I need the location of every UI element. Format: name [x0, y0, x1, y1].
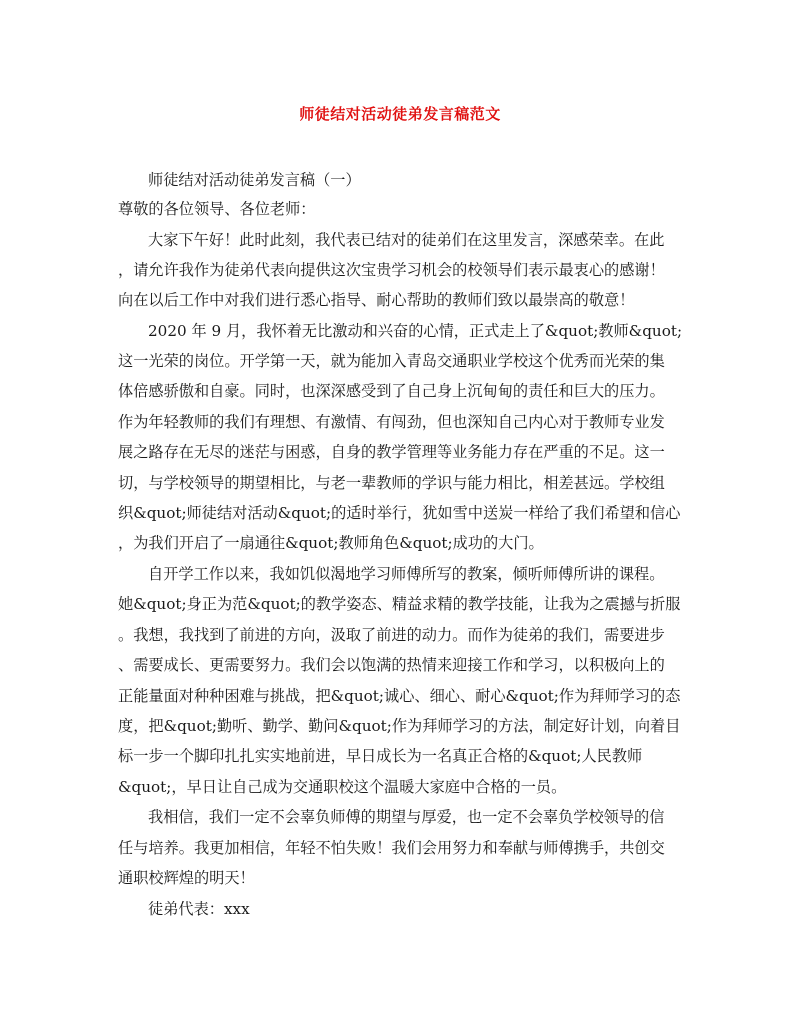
signature-line: 徒弟代表：xxx: [148, 900, 250, 918]
paragraph-2-line-5: 展之路存在无尽的迷茫与困惑，自身的教学管理等业务能力存在严重的不足。这一: [118, 443, 665, 461]
paragraph-1-line-2: ，请允许我作为徒弟代表向提供这次宝贵学习机会的校领导们表示最衷心的感谢！: [118, 261, 665, 279]
paragraph-3-line-6: 度，把&quot;勤听、勤学、勤问&quot;作为拜师学习的方法，制定好计划，向着目: [118, 717, 681, 735]
paragraph-2-line-8: ，为我们开启了一扇通往&quot;教师角色&quot;成功的大门。: [118, 534, 544, 552]
paragraph-3-line-4: 、需要成长、更需要努力。我们会以饱满的热情来迎接工作和学习，以积极向上的: [118, 656, 665, 674]
paragraph-2-line-2: 这一光荣的岗位。开学第一天，就为能加入青岛交通职业学校这个优秀而光荣的集: [118, 352, 665, 370]
paragraph-2-line-6: 切，与学校领导的期望相比，与老一辈教师的学识与能力相比，相差甚远。学校组: [118, 474, 665, 492]
paragraph-4-line-1: 我相信，我们一定不会辜负师傅的期望与厚爱，也一定不会辜负学校领导的信: [148, 808, 665, 826]
paragraph-3-line-8: &quot;，早日让自己成为交通职校这个温暖大家庭中合格的一员。: [118, 778, 567, 796]
document-title: 师徒结对活动徒弟发言稿范文: [299, 105, 501, 123]
paragraph-3-line-1: 自开学工作以来，我如饥似渴地学习师傅所写的教案，倾听师傅所讲的课程。: [148, 565, 665, 583]
paragraph-3-line-3: 。我想，我找到了前进的方向，汲取了前进的动力。而作为徒弟的我们，需要进步: [118, 626, 665, 644]
paragraph-1-line-3: 向在以后工作中对我们进行悉心指导、耐心帮助的教师们致以最崇高的敬意！: [118, 291, 635, 309]
paragraph-4-line-2: 任与培养。我更加相信，年轻不怕失败！我们会用努力和奉献与师傅携手，共创交: [118, 839, 665, 857]
paragraph-1-line-1: 大家下午好！此时此刻，我代表已结对的徒弟们在这里发言，深感荣幸。在此: [148, 231, 665, 249]
paragraph-2-line-1: 2020 年 9 月，我怀着无比激动和兴奋的心情，正式走上了&quot;教师&quot;: [148, 322, 683, 340]
paragraph-3-line-7: 标一步一个脚印扎扎实实地前进，早日成长为一名真正合格的&quot;人民教师: [118, 747, 643, 765]
paragraph-3-line-5: 正能量面对种种困难与挑战，把&quot;诚心、细心、耐心&quot;作为拜师学习的态: [118, 687, 681, 705]
paragraph-2-line-4: 作为年轻教师的我们有理想、有激情、有闯劲，但也深知自己内心对于教师专业发: [118, 413, 665, 431]
paragraph-3-line-2: 她&quot;身正为范&quot;的教学姿态、精益求精的教学技能，让我为之震撼与折服: [118, 595, 681, 613]
subtitle-line: 师徒结对活动徒弟发言稿（一）: [148, 171, 361, 189]
paragraph-4-line-3: 通职校辉煌的明天！: [118, 869, 255, 887]
salutation-line: 尊敬的各位领导、各位老师：: [118, 200, 316, 218]
paragraph-2-line-7: 织&quot;师徒结对活动&quot;的适时举行，犹如雪中送炭一样给了我们希望和信心: [118, 504, 681, 522]
paragraph-2-line-3: 体倍感骄傲和自豪。同时，也深深感受到了自己身上沉甸甸的责任和巨大的压力。: [118, 382, 665, 400]
